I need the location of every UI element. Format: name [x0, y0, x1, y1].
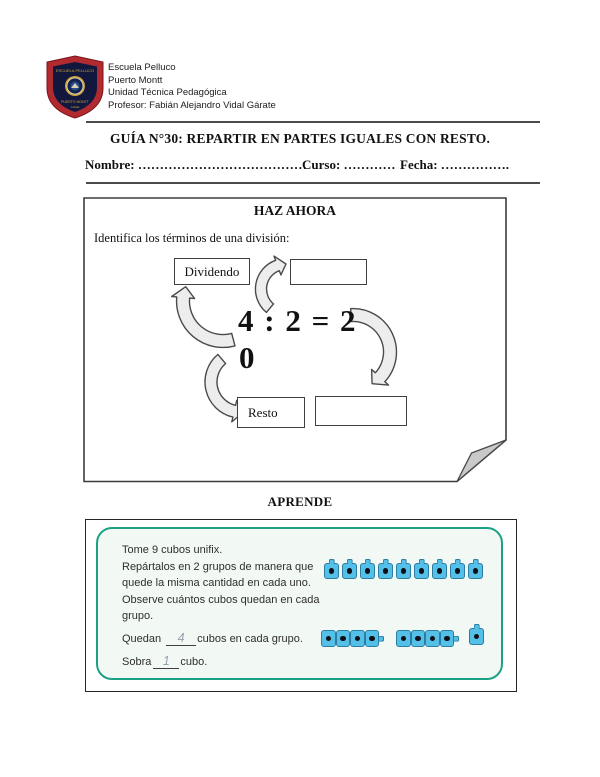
sobra-suffix: cubo.: [180, 656, 208, 668]
cube-knob: [400, 559, 407, 564]
school-crest-logo: [44, 55, 106, 119]
school-unit: Unidad Técnica Pedagógica: [108, 87, 227, 98]
name-field-label: Nombre: …………………………………: [85, 157, 307, 172]
cube-dot: [401, 568, 407, 574]
teacher-name: Profesor: Fabián Alejandro Vidal Gárate: [108, 99, 276, 111]
dividend-label-box: [174, 258, 250, 285]
cube-dot: [474, 634, 480, 640]
cube-knob: [418, 559, 425, 564]
aprende-heading: APRENDE: [267, 494, 333, 509]
unifix-cube: [396, 563, 411, 579]
unifix-cube: [414, 563, 429, 579]
cube-dot: [444, 636, 450, 642]
sobra-fill-row: [122, 655, 207, 669]
page-title: GUÍA N°30: REPARTIR EN PARTES IGUALES CON RESTO.: [109, 131, 491, 146]
unifix-cube: [360, 563, 375, 579]
cube-dot: [455, 568, 461, 574]
unifix-cube: [468, 563, 483, 579]
haz-ahora-section: [83, 197, 507, 483]
unifix-cube: [411, 630, 426, 647]
unifix-cube: [450, 563, 465, 579]
aprende-card: [96, 527, 503, 680]
cube-dot: [347, 568, 353, 574]
unifix-cube: [350, 630, 365, 647]
school-header: [108, 62, 276, 112]
unifix-cube: [432, 563, 447, 579]
dividend-label: Dividendo: [184, 263, 240, 279]
haz-ahora-heading: HAZ AHORA: [253, 203, 337, 218]
cube-knob: [436, 559, 443, 564]
cube-knob: [473, 624, 480, 629]
quedan-suffix: cubos en cada grupo.: [197, 633, 303, 645]
quotient-answer-box: [315, 396, 407, 426]
cube-knob: [454, 635, 459, 642]
school-name: Escuela Pelluco: [108, 62, 176, 73]
cube-dot: [355, 636, 361, 642]
unifix-cube: [336, 630, 351, 647]
cube-knob: [379, 635, 384, 642]
cube-dot: [430, 636, 436, 642]
cube-knob: [454, 559, 461, 564]
cube-dot: [419, 568, 425, 574]
cube-dot: [415, 636, 421, 642]
sobra-answer-blank: 1: [153, 655, 179, 669]
unifix-cube: [396, 630, 411, 647]
course-field-label: Curso: …………: [302, 157, 396, 172]
unifix-cube: [378, 563, 393, 579]
cube-knob: [364, 559, 371, 564]
title-divider: [86, 182, 540, 184]
remainder-value: 0: [239, 340, 255, 375]
svg-text:PUERTO MONTT: PUERTO MONTT: [61, 100, 89, 104]
instruction-line: Observe cuántos cubos quedan en cada: [122, 593, 320, 606]
quedan-fill-row: [122, 632, 303, 646]
unifix-cube: [342, 563, 357, 579]
cube-dot: [329, 568, 335, 574]
instruction-line: quede la misma cantidad en cada uno.: [122, 577, 311, 589]
cube-group-2: [396, 630, 454, 647]
unifix-cube: [324, 563, 339, 579]
cube-dot: [365, 568, 371, 574]
svg-text:ESCUELA PELLUCO: ESCUELA PELLUCO: [55, 68, 95, 73]
svg-text:CHILE: CHILE: [70, 105, 80, 109]
unifix-cube: [469, 628, 484, 645]
cube-knob: [346, 559, 353, 564]
haz-ahora-instruction: Identifica los términos de una división:: [94, 231, 290, 245]
cube-dot: [383, 568, 389, 574]
cube-dot: [340, 636, 346, 642]
quedan-answer-blank: 4: [166, 632, 196, 646]
date-field-label: Fecha: …………….: [400, 157, 510, 172]
curved-arrow-icon: [351, 309, 397, 386]
unifix-cube: [425, 630, 440, 647]
cube-dot: [437, 568, 443, 574]
division-equation: 4 : 2 = 2: [238, 303, 356, 338]
cube-dot: [473, 568, 479, 574]
cube-dot: [369, 636, 375, 642]
cubes-row-nine: [324, 563, 483, 579]
quedan-prefix: Quedan: [122, 633, 162, 645]
sobra-prefix: Sobra: [122, 656, 152, 668]
cube-group-1: [321, 630, 379, 647]
unifix-cube: [321, 630, 336, 647]
instruction-line: Repártalos en 2 grupos de manera que: [122, 560, 314, 573]
cube-dot: [326, 636, 332, 642]
remainder-label-box: [237, 397, 305, 428]
cube-knob: [472, 559, 479, 564]
unifix-cube: [365, 630, 380, 647]
cube-dot: [401, 636, 407, 642]
remainder-label: Resto: [248, 404, 278, 420]
curved-arrow-icon: [172, 287, 235, 348]
page-curl-icon: [457, 440, 506, 482]
aprende-instructions: [122, 542, 320, 625]
shield-icon: [44, 55, 106, 119]
instruction-line: grupo.: [122, 610, 154, 622]
divisor-answer-box: [290, 259, 367, 285]
cube-knob: [328, 559, 335, 564]
leftover-cube: [469, 628, 484, 645]
instruction-line: Tome 9 cubos unifix.: [122, 544, 223, 556]
cube-knob: [382, 559, 389, 564]
aprende-outer-frame: [85, 519, 517, 692]
school-city: Puerto Montt: [108, 74, 163, 86]
unifix-cube: [440, 630, 455, 647]
header-divider: [86, 121, 540, 123]
